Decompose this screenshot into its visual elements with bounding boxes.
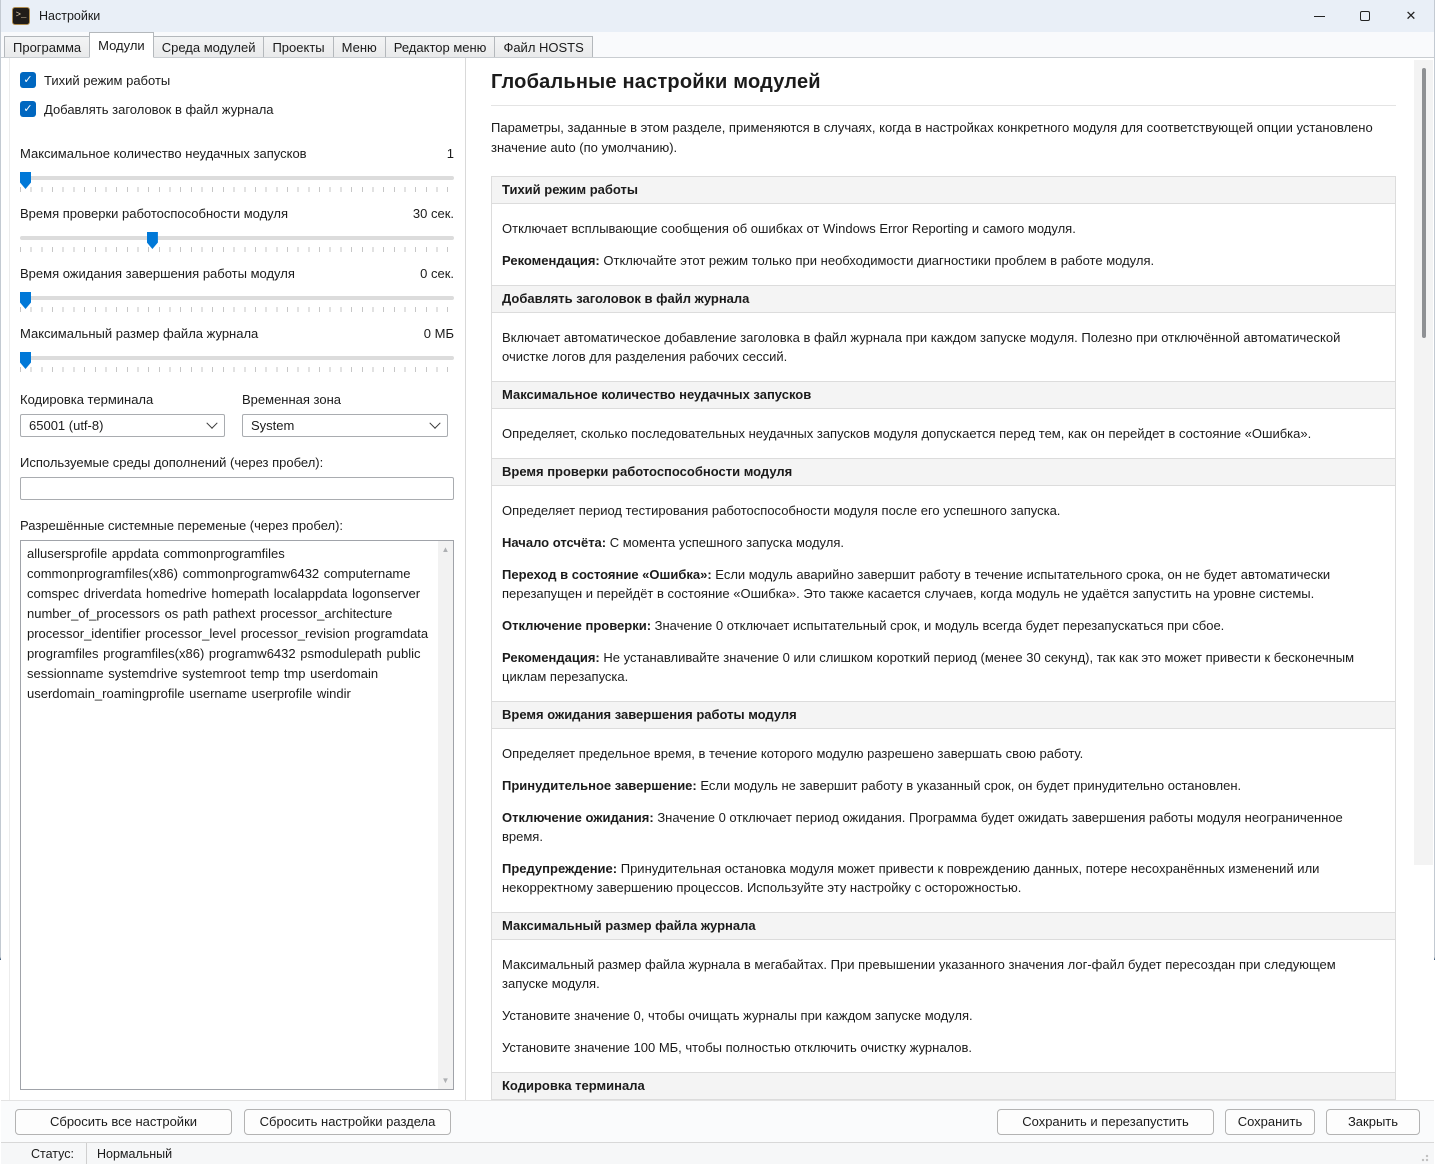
selected-value: 65001 (utf-8) [29, 418, 104, 433]
allowed-env-vars-label: Разрешённые системные переменые (через пробел): [20, 518, 344, 533]
status-label: Статус: [31, 1146, 74, 1161]
doc-title: Глобальные настройки модулей [491, 71, 821, 93]
slider-label: Максимальный размер файла журнала [20, 326, 259, 341]
doc-section-header: Время проверки работоспособности модуля [492, 458, 1395, 486]
slider-ticks [20, 247, 454, 252]
selected-value: System [251, 418, 295, 433]
app-terminal-icon: >_ [12, 7, 30, 25]
main-area [1, 58, 1434, 1100]
doc-paragraph: Принудительное завершение: Если модуль не завершит работу в указанный срок, он будет принудительно остановлен. [502, 778, 1242, 793]
reset-section-settings-button[interactable]: Сбросить настройки раздела [244, 1109, 451, 1135]
doc-paragraph: Отключение ожидания: Значение 0 отключает период ожидания. Программа будет ожидать завершения работы модуля неограниченное время. [502, 810, 1343, 844]
slider-ticks [20, 307, 454, 312]
slider-value: 1 [446, 146, 454, 161]
checkbox-label: Добавлять заголовок в файл журнала [44, 101, 274, 117]
doc-paragraph: Установите значение 0, чтобы очищать журналы при каждом запуске модуля. [502, 1008, 973, 1023]
slider-ticks [20, 187, 454, 192]
slider-track[interactable] [20, 356, 454, 360]
titlebar [1, 0, 1434, 32]
window-controls [1296, 0, 1434, 32]
tab-fajl-hosts[interactable]: Файл HOSTS [494, 36, 592, 57]
doc-section-header: Максимальное количество неудачных запусков [492, 381, 1395, 409]
doc-section-body [492, 204, 1395, 285]
allowed-env-vars-textarea[interactable] [20, 540, 454, 1090]
timezone-select[interactable] [242, 414, 448, 437]
doc-section-header: Кодировка терминала [492, 1072, 1395, 1100]
timezone-label: Временная зона [242, 392, 341, 407]
save-and-restart-button[interactable]: Сохранить и перезапустить [997, 1109, 1214, 1135]
doc-paragraph: Начало отсчёта: С момента успешного запуска модуля. [502, 535, 844, 550]
slider-value: 0 МБ [423, 326, 454, 341]
chevron-down-icon [429, 417, 440, 428]
doc-paragraph: Рекомендация: Отключайте этот режим только при необходимости диагностики проблем в работе модуля. [502, 253, 1155, 268]
doc-scrollbar-thumb[interactable] [1422, 68, 1426, 338]
slider-value: 30 сек. [412, 206, 454, 221]
doc-paragraph: Переход в состояние «Ошибка»: Если модуль аварийно завершит работу в течение испытательного срока, он не будет автоматически перезапущен и перейдёт в состояние «Ошибка». Это также касается случаев, когда модуль не удаётся запустить на уровне системы. [502, 567, 1331, 601]
scroll-up-icon[interactable]: ▲ [441, 545, 450, 554]
tab-menu[interactable]: Меню [333, 36, 386, 57]
shutdown-wait-time-slider-group [20, 266, 454, 312]
doc-paragraph: Рекомендация: Не устанавливайте значение 0 или слишком короткий период (менее 30 секунд), так как это может привести к бесконечным циклам перезапуска. [502, 650, 1355, 684]
doc-scrollbar[interactable] [1414, 60, 1433, 865]
slider-label: Время ожидания завершения работы модуля [20, 266, 295, 281]
resize-grip[interactable] [1421, 1152, 1431, 1162]
tab-redaktor-menu[interactable]: Редактор меню [385, 36, 496, 57]
doc-panel [466, 58, 1434, 1100]
health-check-time-slider-group [20, 206, 454, 252]
doc-section-header: Добавлять заголовок в файл журнала [492, 285, 1395, 313]
settings-panel [9, 58, 466, 1100]
tab-sreda-modulej[interactable]: Среда модулей [153, 36, 265, 57]
doc-section-body [492, 940, 1395, 1072]
doc-paragraph: Определяет период тестирования работоспособности модуля после его успешного запуска. [502, 503, 1061, 518]
title-divider [491, 105, 1396, 106]
slider-ticks [20, 367, 454, 372]
doc-paragraph: Включает автоматическое добавление заголовка в файл журнала при каждом запуске модуля. Полезно при отключённой автоматической очистке логов для разделения рабочих сессий. [502, 330, 1341, 364]
status-value: Нормальный [97, 1146, 173, 1161]
textarea-scrollbar[interactable] [438, 541, 453, 1089]
addon-envs-input[interactable] [20, 477, 454, 500]
chevron-down-icon [206, 417, 217, 428]
checkbox-checked-icon: ✓ [20, 72, 36, 88]
slider-track[interactable] [20, 176, 454, 180]
checkbox-label: Тихий режим работы [44, 72, 171, 88]
doc-intro: Параметры, заданные в этом разделе, применяются в случаях, когда в настройках конкретного модуля для соответствующей опции установлено значение auto (по умолчанию). [491, 120, 1373, 155]
doc-section-body [492, 729, 1395, 912]
minimize-icon [1314, 16, 1325, 17]
terminal-encoding-label: Кодировка терминала [20, 392, 154, 407]
tab-proekty[interactable]: Проекты [263, 36, 333, 57]
maximize-icon [1360, 11, 1370, 21]
doc-paragraph: Установите значение 100 МБ, чтобы полностью отключить очистку журналов. [502, 1040, 973, 1055]
status-divider [86, 1143, 87, 1164]
slider-label: Максимальное количество неудачных запусков [20, 146, 307, 161]
status-bar [1, 1142, 1434, 1164]
save-button[interactable]: Сохранить [1225, 1109, 1315, 1135]
doc-section-header: Тихий режим работы [492, 176, 1395, 204]
max-log-size-slider-group [20, 326, 454, 372]
log-header-checkbox[interactable] [20, 101, 454, 117]
slider-track[interactable] [20, 236, 454, 240]
env-vars-text: allusersprofile appdata commonprogramfiles commonprogramfiles(x86) commonprogramw6432 computername comspec driverdata homedrive homepath localappdata logonserver number_of_processors os path pathext processor_architecture processor_identifier processor_level processor_revision programdata programfiles programfiles(x86) programw6432 psmodulepath public sessionname systemdrive systemroot temp tmp userdomain userdomain_roamingprofile username userprofile windir [27, 546, 429, 701]
close-icon: ✕ [1405, 8, 1417, 23]
tab-moduli[interactable]: Модули [89, 32, 154, 58]
scroll-down-icon[interactable]: ▼ [441, 1076, 450, 1085]
tab-programma[interactable]: Программа [4, 36, 90, 57]
reset-all-settings-button[interactable]: Сбросить все настройки [15, 1109, 232, 1135]
quiet-mode-checkbox[interactable] [20, 72, 454, 88]
doc-section-header: Время ожидания завершения работы модуля [492, 701, 1395, 729]
doc-paragraph: Определяет, сколько последовательных неудачных запусков модуля допускается перед тем, как он перейдет в состояние «Ошибка». [502, 426, 1312, 441]
doc-paragraph: Отключает всплывающие сообщения об ошибках от Windows Error Reporting и самого модуля. [502, 221, 1076, 236]
doc-section-header: Максимальный размер файла журнала [492, 912, 1395, 940]
minimize-button[interactable] [1296, 0, 1342, 32]
terminal-encoding-select[interactable] [20, 414, 225, 437]
checkbox-checked-icon: ✓ [20, 101, 36, 117]
close-dialog-button[interactable]: Закрыть [1326, 1109, 1420, 1135]
maximize-button[interactable] [1342, 0, 1388, 32]
doc-sections [491, 176, 1396, 1100]
addon-envs-label: Используемые среды дополнений (через пробел): [20, 455, 324, 470]
tab-bar [1, 32, 1434, 58]
doc-paragraph: Предупреждение: Принудительная остановка модуля может привести к повреждению данных, потере несохранённых изменений или некорректному завершению процессов. Используйте эту настройку с осторожностью. [502, 861, 1320, 895]
max-failed-starts-slider-group [20, 146, 454, 192]
footer-bar [1, 1100, 1434, 1142]
close-button[interactable] [1388, 0, 1434, 32]
doc-paragraph: Максимальный размер файла журнала в мегабайтах. При превышении указанного значения лог-файл будет пересоздан при следующем запуске модуля. [502, 957, 1336, 991]
doc-section-body [492, 313, 1395, 381]
slider-value: 0 сек. [420, 266, 454, 281]
doc-section-body [492, 486, 1395, 701]
slider-track[interactable] [20, 296, 454, 300]
doc-section-body [492, 409, 1395, 458]
doc-paragraph: Отключение проверки: Значение 0 отключает испытательный срок, и модуль всегда будет перезапускаться при сбое. [502, 618, 1225, 633]
slider-label: Время проверки работоспособности модуля [20, 206, 289, 221]
window-title: Настройки [39, 9, 101, 23]
doc-paragraph: Определяет предельное время, в течение которого модулю разрешено завершать свою работу. [502, 746, 1084, 761]
